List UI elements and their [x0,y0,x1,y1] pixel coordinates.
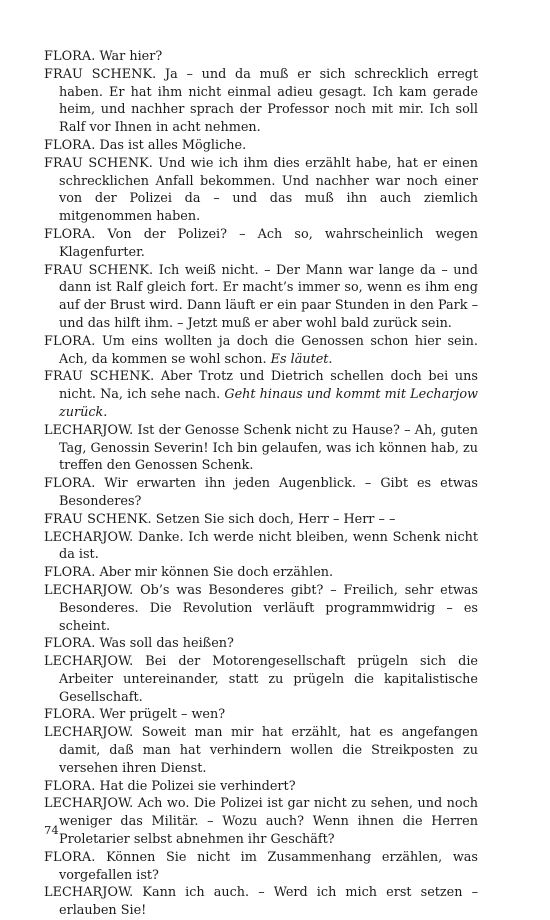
speaker-name: FLORA. [44,565,96,581]
dialogue-line [44,262,478,333]
dialogue-line [44,422,478,475]
speaker-name: FRAU SCHENK. [44,369,155,385]
dialogue-line [44,48,478,66]
stage-direction: Es läutet. [270,351,333,367]
dialogue-line [44,511,478,529]
speaker-name: FLORA. [44,226,96,242]
speaker-name: FLORA. [44,707,96,723]
speech-text: Können Sie nicht im Zusammenhang erzählen, was vorgefallen ist? [59,849,478,883]
speaker-name: LECHARJOW. [44,582,134,598]
page-number: 74 [44,823,59,837]
speaker-name: LECHARJOW. [44,885,134,901]
speech-text: War hier? [95,49,163,64]
speaker-name: LECHARJOW. [44,529,134,545]
speech-text: Soweit man mir hat erzählt, hat es angefangen damit, daß man hat verhindern wollen die Streikposten zu versehen ihren Dienst. [59,725,478,776]
speech-text: Danke. Ich werde nicht bleiben, wenn Schenk nicht da ist. [59,529,478,563]
dialogue-line [44,653,478,706]
speaker-name: FRAU SCHENK. [44,262,154,278]
speaker-name: FLORA. [44,778,96,794]
dialogue-line [44,66,478,137]
speaker-name: LECHARJOW. [44,654,134,670]
speaker-name: FLORA. [44,636,96,652]
dialogue-line [44,849,478,885]
dialogue-line [44,635,478,653]
speech-text: Setzen Sie sich doch, Herr – Herr – – [151,511,396,527]
speech-text: Wer prügelt – wen? [95,707,226,723]
speaker-name: FRAU SCHENK. [44,155,153,171]
speech-text: Ach wo. Die Polizei ist gar nicht zu sehen, und noch weniger das Militär. – Wozu auch? Wenn ihnen die Herren Proletarier selbst abnehmen ihr Geschäft? [59,796,478,848]
speaker-name: LECHARJOW. [44,796,134,812]
speech-text: Bei der Motorengesellschaft prügeln sich die Arbeiter untereinander, statt zu prügeln die kapitalistische Gesellschaft. [59,654,478,705]
speech-text: Hat die Polizei sie verhindert? [95,778,296,794]
dialogue-line [44,884,478,920]
speech-text: Aber mir können Sie doch erzählen. [95,565,334,581]
speaker-name: FLORA. [44,49,96,64]
speech-text: Wir erwarten ihn jeden Augenblick. – Gibt es etwas Besonderes? [59,476,478,509]
speech-text: Kann ich auch. – Werd ich mich erst setzen – erlauben Sie! [59,885,478,919]
dialogue-line [44,795,478,848]
speaker-name: LECHARJOW. [44,422,134,438]
speaker-name: FLORA. [44,476,96,492]
dialogue-line [44,475,478,511]
speech-text: Das ist alles Mögliche. [95,137,247,153]
dialogue-line [44,333,478,369]
dialogue-line [44,582,478,635]
speech-text: Von der Polizei? – Ach so, wahrscheinlich wegen Klagenfurter. [59,226,478,260]
speaker-name: FLORA. [44,137,96,153]
speech-text: Aber Trotz und Dietrich schellen doch bei uns nicht. Na, ich sehe nach. [59,369,478,403]
speaker-name: FLORA. [44,333,96,349]
speech-text: Ich weiß nicht. – Der Mann war lange da – und dann ist Ralf gleich fort. Er macht’s immer so, wenn es ihm eng auf der Brust wird. Dann läuft er ein paar Stunden in den Park – und das hilft ihm. – Jetzt muß er aber wohl bald zurück sein. [59,262,478,331]
speech-text: Ist der Genosse Schenk nicht zu Hause? – Ah, guten Tag, Genossin Severin! Ich bin gelaufen, was ich können hab, zu treffen den Genossen Schenk. [59,422,478,474]
dialogue-line [44,778,478,796]
speech-text: Und wie ich ihm dies erzählt habe, hat er einen schrecklichen Anfall bekommen. Und nachher war noch einer von der Polizei da – und das muß ihn auch ziemlich mitgenommen haben. [59,155,478,225]
play-text [44,48,478,920]
speech-text: Um eins wollten ja doch die Genossen schon hier sein. Ach, da kommen se wohl schon. [59,333,478,367]
dialogue-line [44,155,478,226]
speaker-name: LECHARJOW. [44,725,134,741]
dialogue-line [44,724,478,777]
dialogue-line [44,529,478,565]
speaker-name: FLORA. [44,849,96,865]
stage-direction: Geht hinaus und kommt mit Lecharjow zurück. [59,387,478,420]
dialogue-line [44,226,478,262]
speech-text: Ob’s was Besonderes gibt? – Freilich, sehr etwas Besonderes. Die Revolution verläuft programmwidrig – es scheint. [59,582,478,634]
speaker-name: FRAU SCHENK. [44,511,152,527]
dialogue-line [44,137,478,155]
dialogue-line [44,706,478,724]
dialogue-line [44,368,478,421]
speech-text: Was soll das heißen? [95,636,234,652]
speaker-name: FRAU SCHENK. [44,66,157,82]
dialogue-line [44,564,478,582]
speech-text: Ja – und da muß er sich schrecklich erregt haben. Er hat ihm nicht einmal adieu gesagt. Ich kam gerade heim, und nachher sprach der Professor noch mit mir. Ich soll Ralf vor Ihnen in acht nehmen. [59,66,478,136]
